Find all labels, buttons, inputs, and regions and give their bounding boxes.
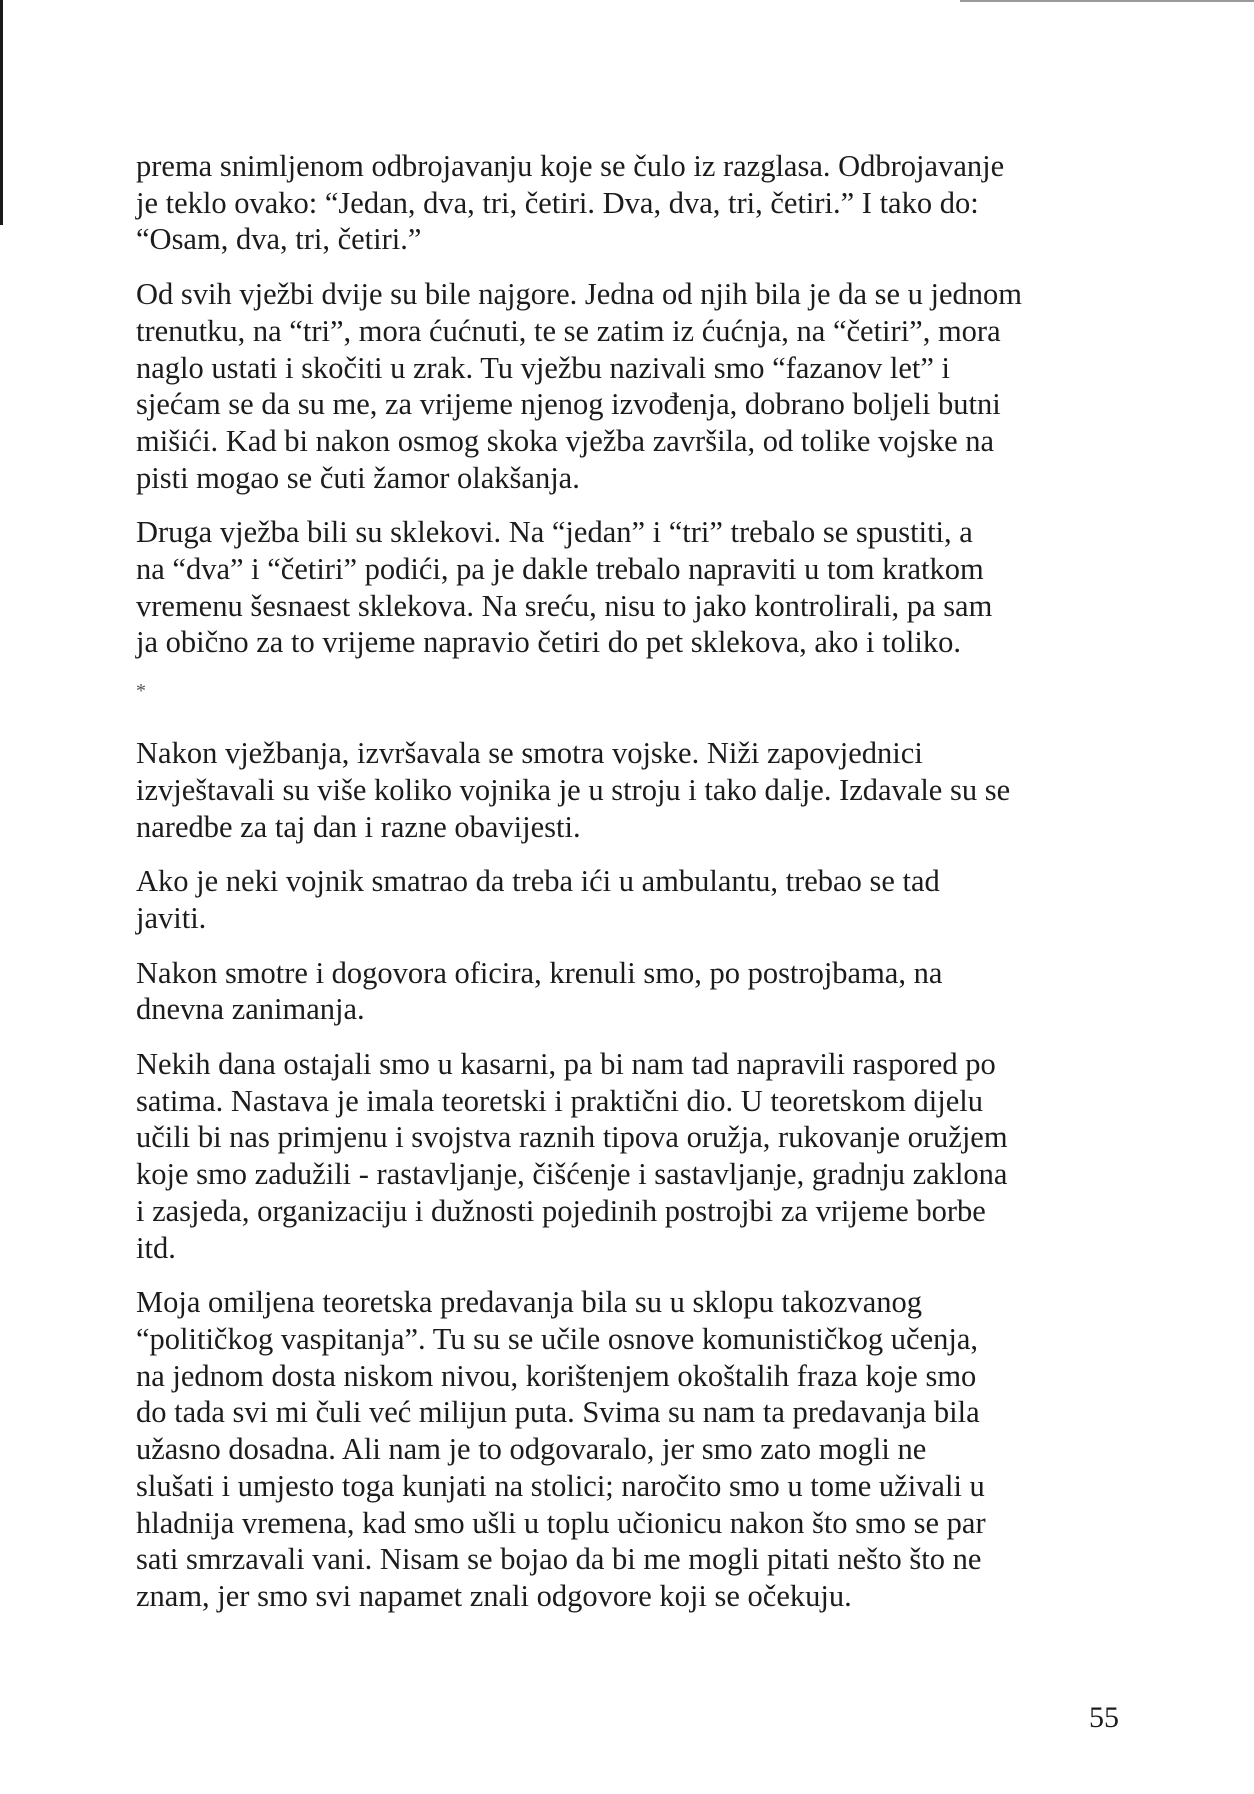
text-line: Nakon vježbanja, izvršavala se smotra vojske. Niži zapovjednici — [136, 736, 923, 771]
text-line: itd. — [136, 1230, 176, 1265]
text-line: trenutku, na “tri”, mora ćućnuti, te se zatim iz ćućnja, na “četiri”, mora — [136, 313, 1001, 348]
text-line: naredbe za taj dan i razne obavijesti. — [136, 809, 581, 844]
text-line: je teklo ovako: “Jedan, dva, tri, četiri. Dva, dva, tri, četiri.” I tako do: — [136, 185, 979, 220]
text-line: satima. Nastava je imala teoretski i praktični dio. U teoretskom dijelu — [136, 1083, 983, 1118]
text-line: sati smrzavali vani. Nisam se bojao da bi me mogli pitati nešto što ne — [136, 1542, 982, 1577]
text-line: do tada svi mi čuli već milijun puta. Svima su nam ta predavanja bila — [136, 1395, 980, 1430]
paragraph-5 — [136, 863, 1136, 936]
paragraph-8 — [136, 1284, 1136, 1614]
section-separator: * — [136, 680, 146, 703]
page-number: 55 — [1089, 1701, 1119, 1734]
text-line: “političkog vaspitanja”. Tu su se učile osnove komunističkog učenja, — [136, 1321, 979, 1356]
paragraph-2 — [136, 276, 1136, 496]
text-line: naglo ustati i skočiti u zrak. Tu vježbu nazivali smo “fazanov let” i — [136, 350, 950, 385]
text-line: na jednom dosta niskom nivou, korištenjem okoštalih fraza koje smo — [136, 1358, 977, 1393]
text-line: mišići. Kad bi nakon osmog skoka vježba završila, od tolike vojske na — [136, 423, 995, 458]
text-line: Nakon smotre i dogovora oficira, krenuli smo, po postrojbama, na — [136, 955, 943, 990]
text-line: Druga vježba bili su sklekovi. Na “jedan” i “tri” trebalo se spustiti, a — [136, 515, 973, 550]
paragraph-7 — [136, 1046, 1136, 1266]
text-line: Moja omiljena teoretska predavanja bila su u sklopu takozvanog — [136, 1285, 923, 1320]
text-line: Nekih dana ostajali smo u kasarni, pa bi nam tad napravili raspored po — [136, 1047, 996, 1082]
text-line: učili bi nas primjenu i svojstva raznih tipova oružja, rukovanje oružjem — [136, 1120, 1008, 1155]
paragraph-6 — [136, 955, 1136, 1028]
text-line: i zasjeda, organizaciju i dužnosti pojedinih postrojbi za vrijeme borbe — [136, 1193, 986, 1228]
text-line: ja obično za to vrijeme napravio četiri do pet sklekova, ako i toliko. — [136, 625, 961, 660]
page-body — [136, 148, 1136, 1633]
text-line: koje smo zadužili - rastavljanje, čišćenje i sastavljanje, gradnju zaklona — [136, 1157, 1008, 1192]
text-line: sjećam se da su me, za vrijeme njenog izvođenja, dobrano boljeli butni — [136, 387, 1001, 422]
text-line: vremenu šesnaest sklekova. Na sreću, nisu to jako kontrolirali, pa sam — [136, 588, 993, 623]
text-line: izvještavali su više koliko vojnika je u stroju i tako dalje. Izdavale su se — [136, 772, 1011, 807]
scan-edge-left — [0, 0, 3, 225]
text-line: prema snimljenom odbrojavanju koje se čulo iz razglasa. Odbrojavanje — [136, 149, 1005, 183]
text-line: znam, jer smo svi napamet znali odgovore koji se očekuju. — [136, 1578, 852, 1613]
text-line: slušati i umjesto toga kunjati na stolici; naročito smo u tome uživali u — [136, 1468, 985, 1503]
paragraph-3 — [136, 514, 1136, 661]
text-line: užasno dosadna. Ali nam je to odgovaralo, jer smo zato mogli ne — [136, 1432, 927, 1467]
text-line: na “dva” i “četiri” podići, pa je dakle trebalo napraviti u tom kratkom — [136, 552, 984, 587]
text-line: “Osam, dva, tri, četiri.” — [136, 222, 422, 257]
text-line: Ako je neki vojnik smatrao da treba ići u ambulantu, trebao se tad — [136, 864, 940, 899]
text-line: Od svih vježbi dvije su bile najgore. Jedna od njih bila je da se u jednom — [136, 277, 1023, 312]
text-line: pisti mogao se čuti žamor olakšanja. — [136, 460, 580, 495]
paragraph-1 — [136, 148, 1136, 258]
paragraph-4 — [136, 735, 1136, 845]
text-line: hladnija vremena, kad smo ušli u toplu učionicu nakon što smo se par — [136, 1505, 986, 1540]
text-line: javiti. — [136, 900, 207, 935]
scan-edge-top — [960, 0, 1254, 2]
text-line: dnevna zanimanja. — [136, 992, 365, 1027]
